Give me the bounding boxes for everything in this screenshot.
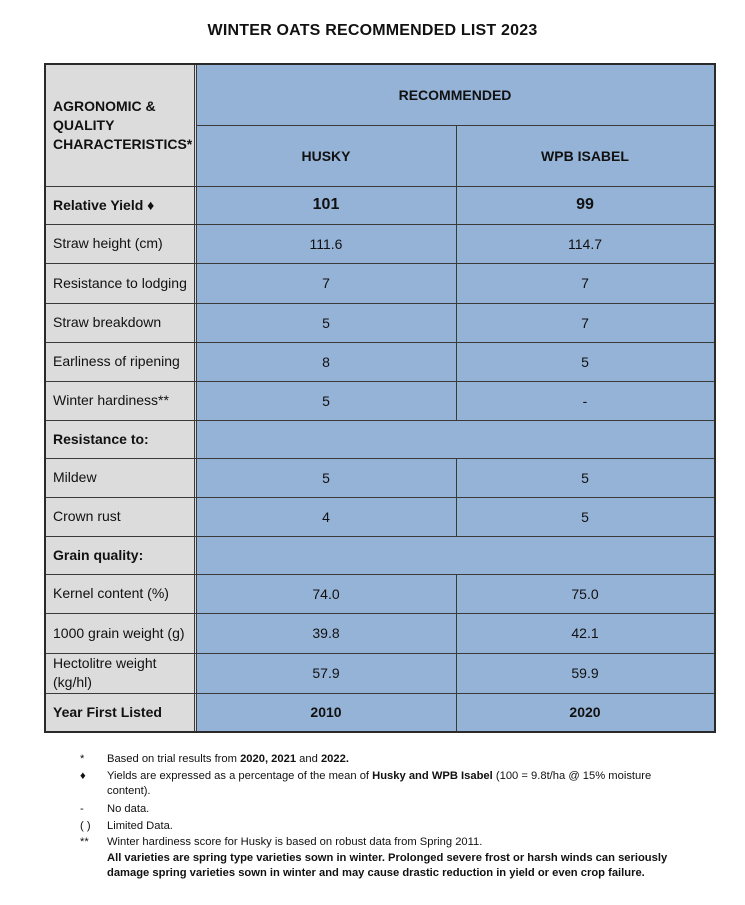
- column-divider: [456, 458, 457, 497]
- husky-value: 5: [196, 303, 456, 342]
- row-label: Kernel content (%): [46, 574, 196, 613]
- row-divider: [46, 263, 714, 264]
- isabel-value: 7: [456, 303, 714, 342]
- row-label: Resistance to:: [46, 420, 196, 458]
- row-label: Mildew: [46, 458, 196, 497]
- column-divider: [194, 65, 195, 731]
- column-divider: [456, 224, 457, 263]
- row-divider: [46, 186, 714, 187]
- page-title: WINTER OATS RECOMMENDED LIST 2023: [207, 22, 538, 39]
- column-divider: [456, 125, 457, 186]
- husky-value: 57.9: [196, 653, 456, 693]
- isabel-value: 99: [456, 186, 714, 224]
- footnote-text: Based on trial results from 2020, 2021 and 2022.: [107, 753, 349, 765]
- row-label: Year First Listed: [46, 693, 196, 731]
- isabel-value: 42.1: [456, 613, 714, 653]
- husky-value: 7: [196, 263, 456, 303]
- row-divider: [46, 693, 714, 694]
- section-band: [196, 420, 714, 458]
- row-divider: [46, 536, 714, 537]
- footnote-symbol: *: [80, 753, 85, 765]
- isabel-value: 2020: [456, 693, 714, 731]
- row-label: Earliness of ripening: [46, 342, 196, 381]
- row-label: Resistance to lodging: [46, 263, 196, 303]
- footnote-symbol: ♦: [80, 770, 86, 782]
- row-divider: [46, 458, 714, 459]
- isabel-value: 75.0: [456, 574, 714, 613]
- row-divider: [196, 125, 714, 126]
- husky-value: 101: [196, 186, 456, 224]
- row-label: Grain quality:: [46, 536, 196, 574]
- column-divider: [456, 381, 457, 420]
- isabel-value: 7: [456, 263, 714, 303]
- husky-value: 2010: [196, 693, 456, 731]
- husky-value: 111.6: [196, 224, 456, 263]
- column-divider: [456, 263, 457, 303]
- column-divider: [456, 342, 457, 381]
- husky-value: 8: [196, 342, 456, 381]
- row-label: Crown rust: [46, 497, 196, 536]
- row-divider: [46, 653, 714, 654]
- column-divider: [456, 613, 457, 653]
- frost-warning: All varieties are spring type varieties sown in winter. Prolonged severe frost or harsh winds can seriously damage spring varieties sown in winter and may cause drastic reduction in yield or even crop failure.: [107, 852, 668, 880]
- row-label: Relative Yield ♦: [46, 186, 196, 224]
- footnote-text: Limited Data.: [107, 820, 173, 832]
- column-divider: [456, 693, 457, 731]
- recommended-list-table: [44, 63, 716, 733]
- husky-value: 5: [196, 458, 456, 497]
- footnote-text: Yields are expressed as a percentage of the mean of Husky and WPB Isabel (100 = 9.8t/ha @ 15% moisture content).: [107, 770, 652, 798]
- row-label: Hectolitre weight (kg/hl): [46, 653, 196, 693]
- corner-header: AGRONOMIC & QUALITY CHARACTERISTICS*: [46, 65, 196, 186]
- footnote-symbol: **: [80, 836, 89, 848]
- column-header-husky: HUSKY: [196, 125, 456, 186]
- row-divider: [46, 342, 714, 343]
- column-divider: [196, 65, 197, 731]
- row-divider: [46, 224, 714, 225]
- husky-value: 39.8: [196, 613, 456, 653]
- husky-value: 4: [196, 497, 456, 536]
- husky-value: 5: [196, 381, 456, 420]
- row-divider: [46, 420, 714, 421]
- row-divider: [46, 574, 714, 575]
- column-divider: [456, 497, 457, 536]
- isabel-value: 5: [456, 342, 714, 381]
- row-divider: [46, 381, 714, 382]
- row-divider: [46, 613, 714, 614]
- row-label: Straw height (cm): [46, 224, 196, 263]
- column-divider: [456, 186, 457, 224]
- footnote-symbol: -: [80, 803, 84, 815]
- isabel-value: 5: [456, 458, 714, 497]
- footnote-text: Winter hardiness score for Husky is based on robust data from Spring 2011.: [107, 836, 483, 848]
- row-label: Straw breakdown: [46, 303, 196, 342]
- recommended-group-header: RECOMMENDED: [196, 65, 714, 125]
- column-divider: [456, 574, 457, 613]
- row-divider: [46, 303, 714, 304]
- row-label: 1000 grain weight (g): [46, 613, 196, 653]
- husky-value: 74.0: [196, 574, 456, 613]
- row-label: Winter hardiness**: [46, 381, 196, 420]
- isabel-value: 114.7: [456, 224, 714, 263]
- section-band: [196, 536, 714, 574]
- footnote-text: No data.: [107, 803, 150, 815]
- isabel-value: -: [456, 381, 714, 420]
- isabel-value: 59.9: [456, 653, 714, 693]
- row-divider: [46, 497, 714, 498]
- column-divider: [456, 303, 457, 342]
- footnote-symbol: ( ): [80, 820, 91, 832]
- column-divider: [456, 653, 457, 693]
- column-header-isabel: WPB ISABEL: [456, 125, 714, 186]
- isabel-value: 5: [456, 497, 714, 536]
